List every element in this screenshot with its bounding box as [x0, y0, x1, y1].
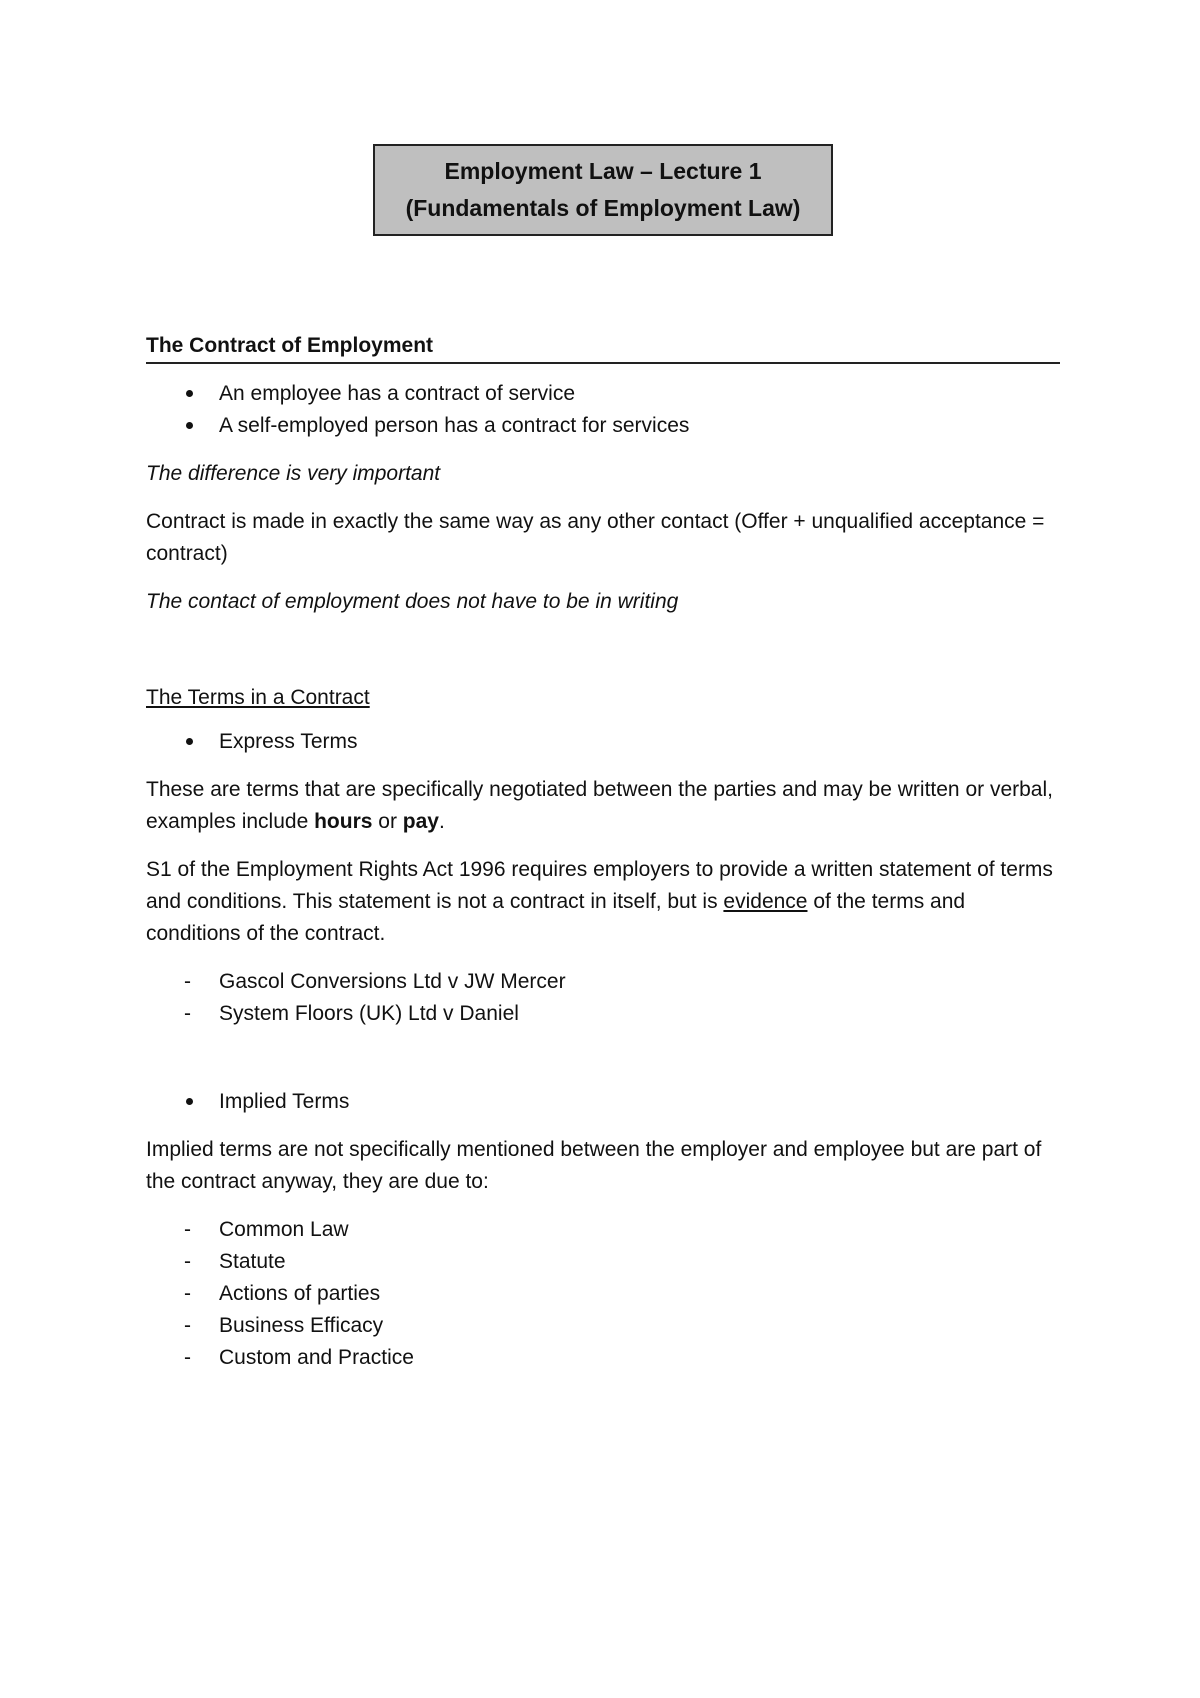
list-item: - Statute [146, 1246, 1060, 1278]
list-item: - Common Law [146, 1214, 1060, 1246]
section-heading-terms: The Terms in a Contract [146, 686, 370, 709]
express-bullet-list [146, 726, 1060, 758]
document-body [146, 330, 1060, 1390]
case-item: - System Floors (UK) Ltd v Daniel [146, 998, 1060, 1030]
list-item: - Custom and Practice [146, 1342, 1060, 1374]
title-line-2: (Fundamentals of Employment Law) [405, 195, 801, 221]
hours-bold: hours [314, 810, 373, 833]
section-heading-contract: The Contract of Employment [146, 330, 1060, 364]
list-item: A self-employed person has a contract for services [146, 410, 1060, 442]
list-item-implied-terms: Implied Terms [146, 1086, 1060, 1118]
s1-paragraph: S1 of the Employment Rights Act 1996 requires employers to provide a written statement of terms and conditions. This statement is not a contract in itself, but is evidence of the terms and conditions of the contract. [146, 858, 1053, 945]
express-terms-paragraph: These are terms that are specifically negotiated between the parties and may be written or verbal, examples include hours or pay. [146, 778, 1053, 833]
case-list [146, 966, 1060, 1030]
list-item-express-terms: Express Terms [146, 726, 1060, 758]
contract-formation-paragraph: Contract is made in exactly the same way as any other contact (Offer + unqualified acceptance = contract) [146, 510, 1045, 565]
list-item: - Business Efficacy [146, 1310, 1060, 1342]
list-item: An employee has a contract of service [146, 378, 1060, 410]
title-line-1: Employment Law – Lecture 1 [444, 158, 762, 184]
writing-note: The contact of employment does not have to be in writing [146, 590, 679, 613]
case-item: - Gascol Conversions Ltd v JW Mercer [146, 966, 1060, 998]
implied-terms-paragraph: Implied terms are not specifically mentioned between the employer and employee but are part of the contract anyway, they are due to: [146, 1138, 1042, 1193]
title-box [373, 144, 833, 236]
difference-note: The difference is very important [146, 462, 441, 485]
contract-bullets [146, 378, 1060, 442]
list-item: - Actions of parties [146, 1278, 1060, 1310]
evidence-underlined: evidence [723, 890, 808, 913]
implied-sources-list [146, 1214, 1060, 1374]
pay-bold: pay [402, 810, 439, 833]
implied-bullet-list [146, 1086, 1060, 1118]
